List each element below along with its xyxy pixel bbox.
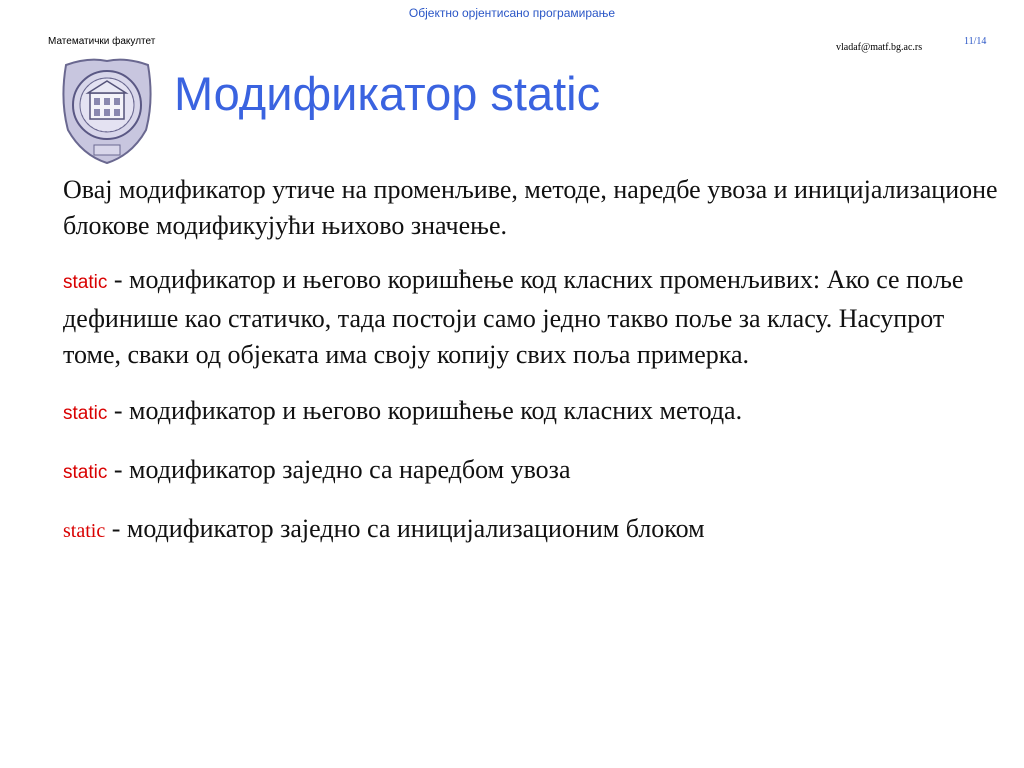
email-address[interactable]: vladaf@matf.bg.ac.rs bbox=[836, 42, 923, 53]
faculty-seal-icon bbox=[58, 55, 156, 165]
keyword-static: static bbox=[63, 462, 108, 483]
paragraph-static-methods bbox=[63, 393, 1003, 432]
paragraph-static-import bbox=[63, 452, 1003, 491]
course-title[interactable]: Објектно орјентисано програмирање bbox=[408, 6, 616, 20]
slide-body bbox=[63, 172, 1003, 569]
paragraph-static-block bbox=[63, 511, 1003, 549]
paragraph-text: - модификатор заједно са наредбом увоза bbox=[107, 455, 571, 484]
slide-title: Модификатор static bbox=[174, 67, 601, 120]
paragraph-text: - модификатор и његово коришћење код класних променљивих: Ако се поље дефинише као статичко, тада постоји само једно такво поље за класу. Насупрот томе, сваки од објеката има своју копију свих поља примерка. bbox=[63, 265, 964, 369]
keyword-static: static bbox=[63, 272, 108, 293]
paragraph-text: Овај модификатор утиче на променљиве, методе, наредбе увоза и иницијализационе блокове модификујући њихово значење. bbox=[63, 175, 998, 240]
page-number[interactable]: 11/14 bbox=[964, 36, 987, 47]
paragraph-text: - модификатор и његово коришћење код класних метода. bbox=[107, 396, 743, 425]
keyword-static: static bbox=[63, 403, 108, 424]
faculty-name[interactable]: Математички факултет bbox=[48, 36, 156, 47]
paragraph-intro bbox=[63, 172, 1003, 244]
paragraph-text: - модификатор заједно са иницијализационим блоком bbox=[105, 514, 705, 543]
paragraph-static-variables bbox=[63, 262, 1003, 373]
keyword-static: static bbox=[63, 520, 106, 542]
